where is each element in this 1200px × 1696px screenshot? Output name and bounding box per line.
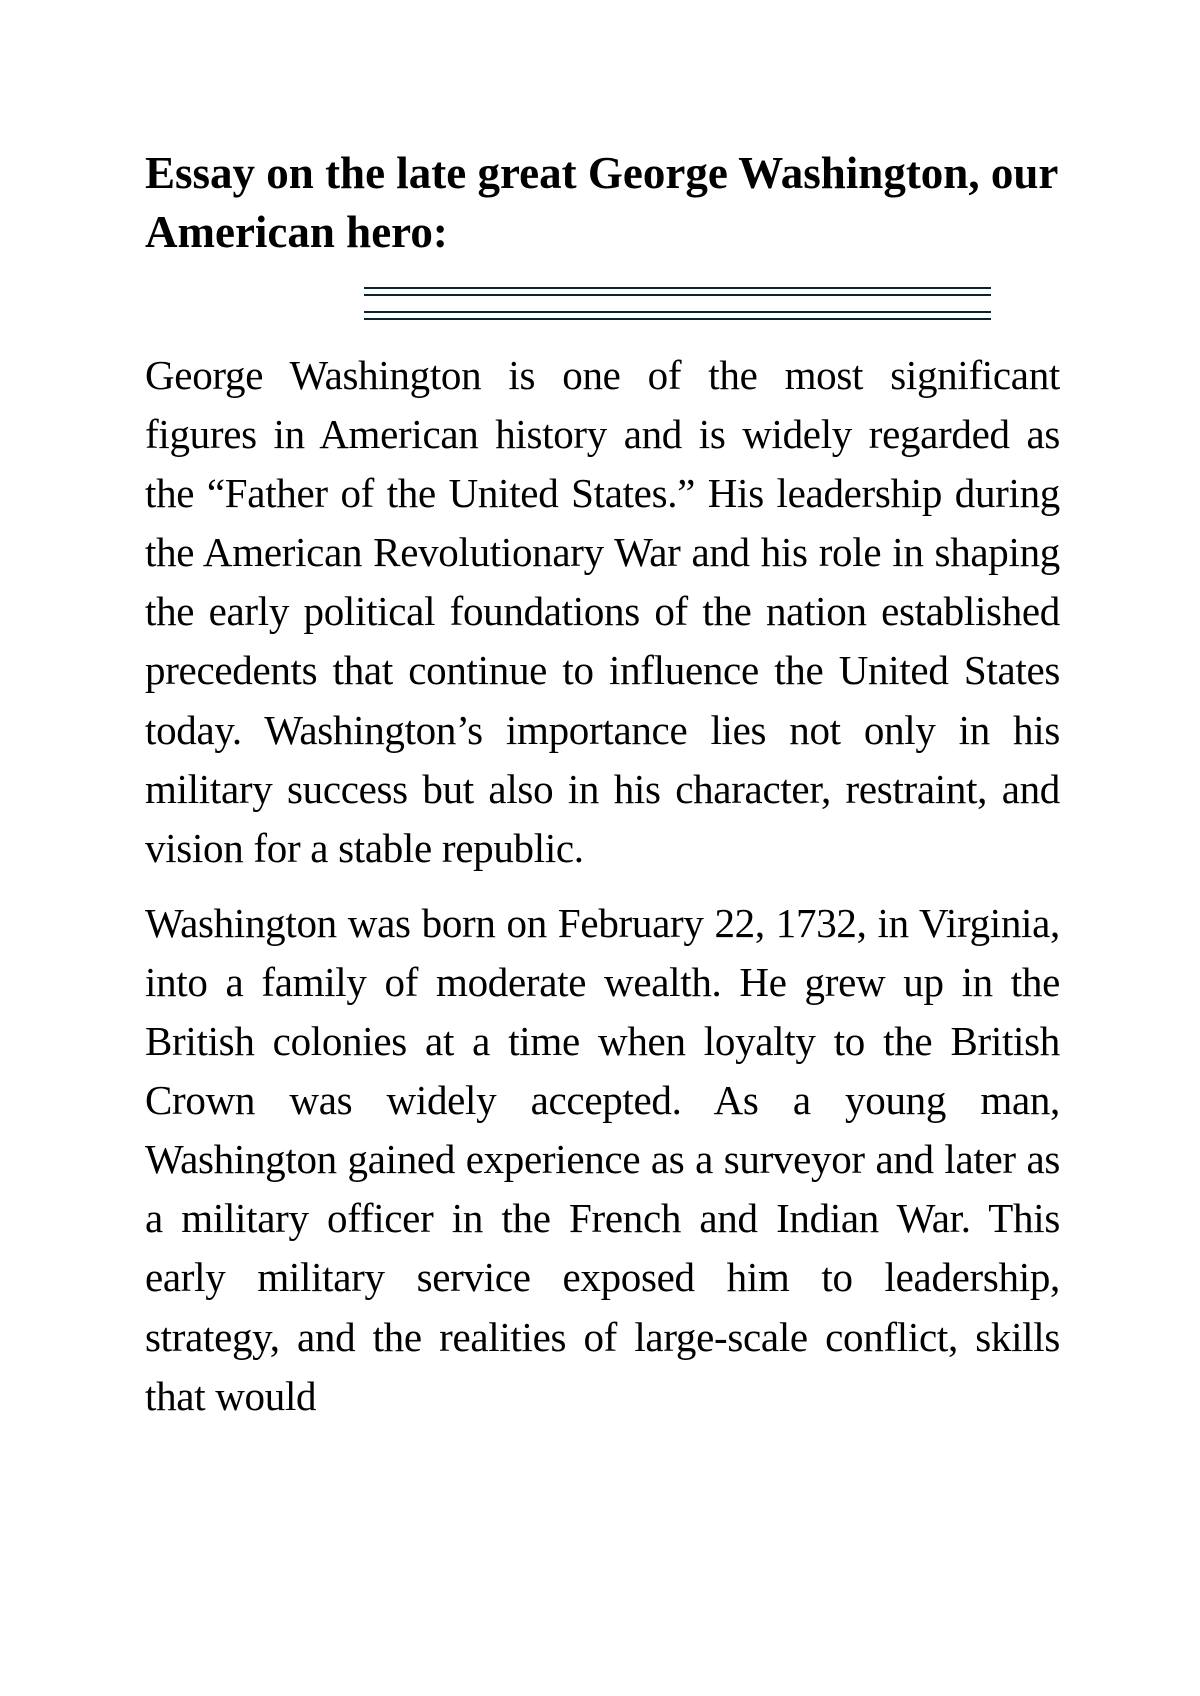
divider-rule-top <box>364 287 991 296</box>
paragraph-2: Washington was born on February 22, 1732, in Virginia, into a family of moderate wealth. He grew up in the British colonies at a time when loyalty to the British Crown was widely accepted. As a young man, Washington gained experience as a surveyor and later as a military officer in the French and Indian War. This early military service exposed him to leadership, strategy, and the realities of large-scale conflict, skills that would <box>145 899 1060 1419</box>
paragraph-1: George Washington is one of the most significant figures in American history and is widely regarded as the “Father of the United States.” His leadership during the American Revolutionary War and his role in shaping the early political foundations of the nation established precedents that continue to influence the United States today. Washington’s importance lies not only in his military success but also in his character, restraint, and vision for a stable republic. <box>145 352 1060 871</box>
double-rule-divider <box>364 287 991 323</box>
divider-rule-bottom <box>364 311 991 320</box>
essay-body <box>145 346 1060 1442</box>
essay-title: Essay on the late great George Washington, our American hero: <box>145 148 1058 257</box>
